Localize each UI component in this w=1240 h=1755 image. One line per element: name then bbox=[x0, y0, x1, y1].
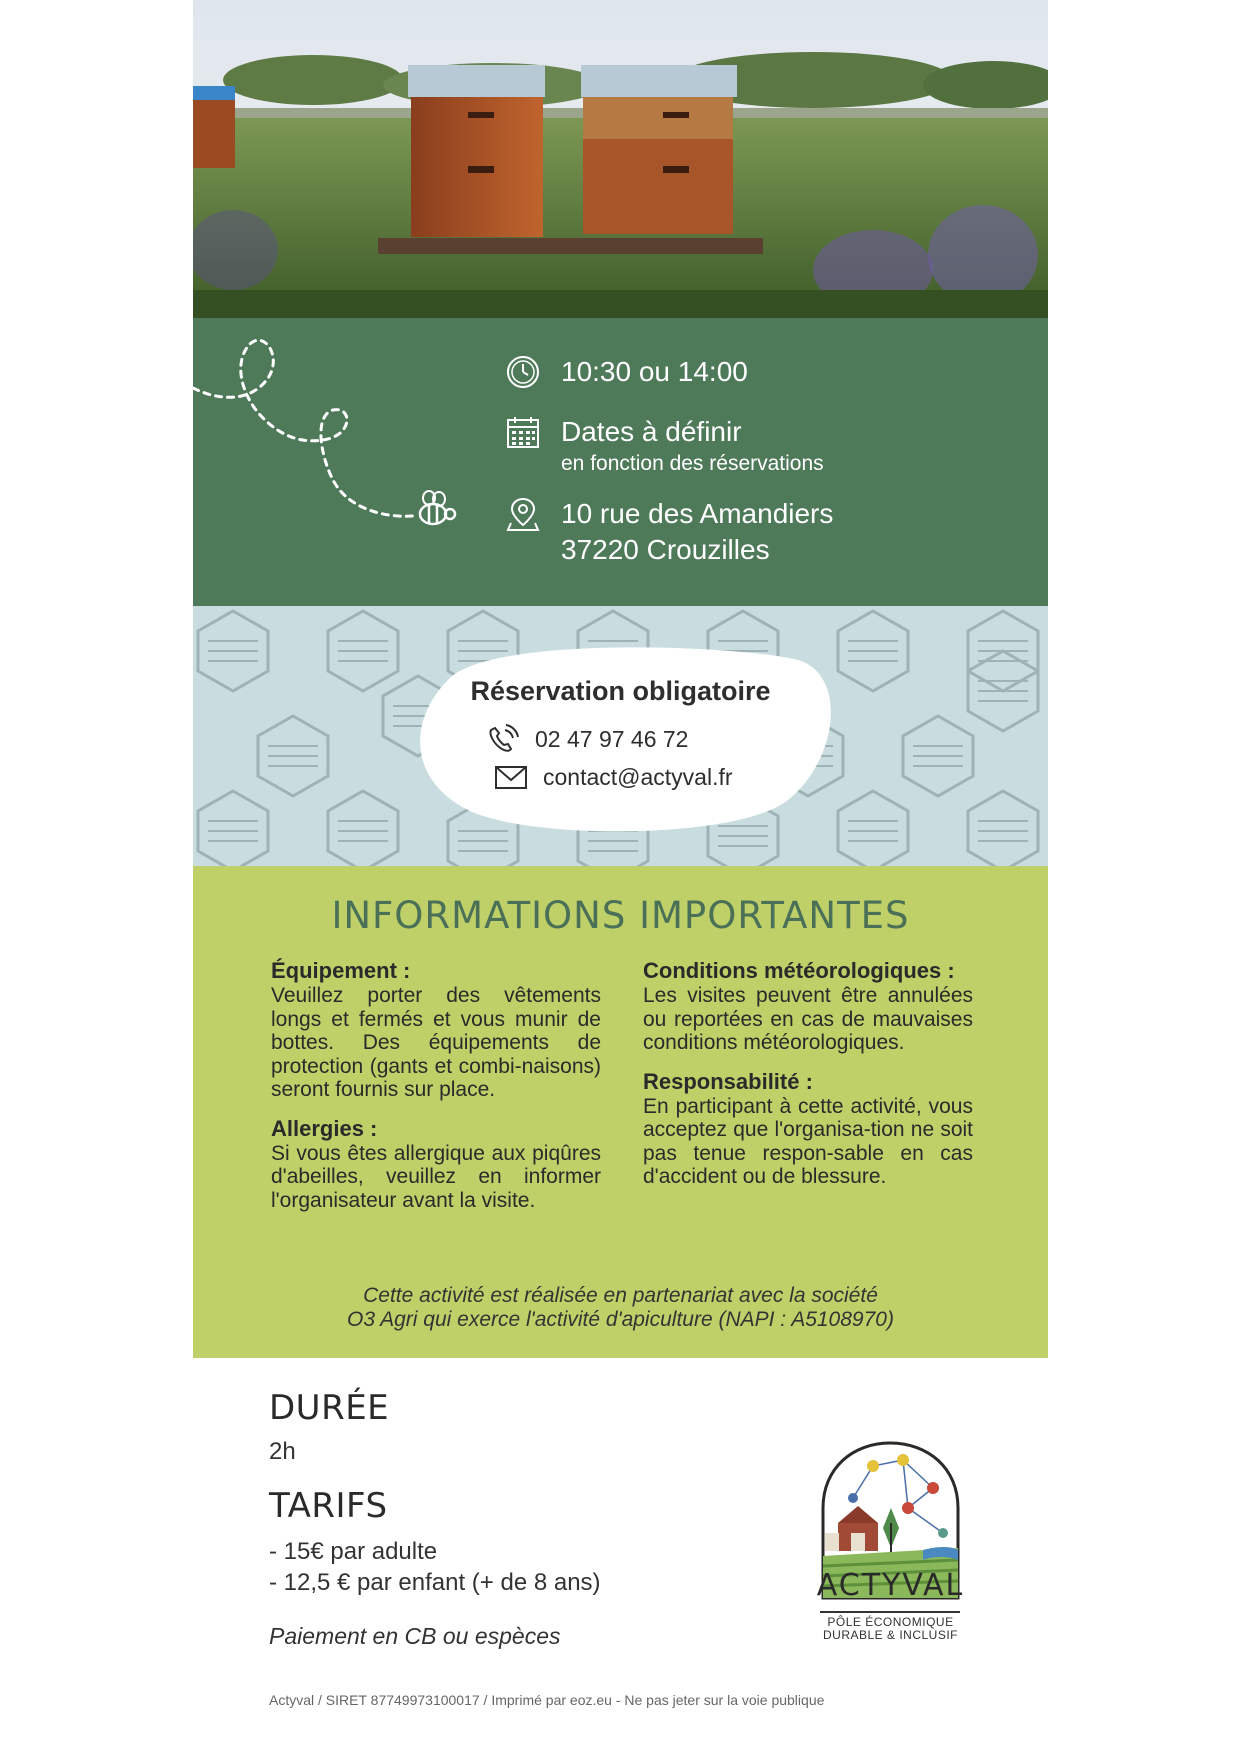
important-title: INFORMATIONS IMPORTANTES bbox=[331, 894, 910, 937]
dates-subtext: en fonction des réservations bbox=[561, 452, 824, 475]
calendar-icon bbox=[505, 414, 541, 450]
brand-tagline bbox=[783, 1616, 998, 1642]
reservation-email[interactable] bbox=[493, 762, 733, 792]
important-right-column bbox=[643, 958, 973, 1203]
payment-note: Paiement en CB ou espèces bbox=[269, 1623, 561, 1649]
address-line-2: 37220 Crouzilles bbox=[561, 534, 770, 565]
responsibility-text: En participant à cette activité, vous acceptez que l'organisa-tion ne soit pas tenue respon-sable en cas d'accident ou de blessure. bbox=[643, 1094, 973, 1188]
time-text: 10:30 ou 14:00 bbox=[561, 356, 748, 387]
responsibility-heading: Responsabilité : bbox=[643, 1068, 813, 1094]
details-section bbox=[193, 1358, 1048, 1755]
reservation-band bbox=[193, 606, 1048, 866]
envelope-icon bbox=[493, 762, 529, 792]
weather-heading: Conditions météorologiques : bbox=[643, 958, 955, 983]
beehive-photo bbox=[193, 0, 1048, 318]
time-row bbox=[505, 354, 748, 390]
address-line-1: 10 rue des Amandiers bbox=[561, 498, 834, 529]
partnership-note bbox=[193, 1284, 1048, 1332]
weather-text: Les visites peuvent être annulées ou reportées en cas de mauvaises conditions météorologiques. bbox=[643, 984, 973, 1054]
footer-text: Actyval / SIRET 87749973100017 / Imprimé par eoz.eu - Ne pas jeter sur la voie publique bbox=[269, 1692, 825, 1708]
duration-heading: DURÉE bbox=[269, 1388, 390, 1428]
address-row bbox=[505, 496, 833, 568]
reservation-phone[interactable] bbox=[485, 724, 688, 754]
partner-line-2: O3 Agri qui exerce l'activité d'apiculture (NAPI : A5108970) bbox=[347, 1308, 894, 1331]
brand-name: ACTYVAL bbox=[816, 1568, 965, 1603]
partner-line-1: Cette activité est réalisée en partenariat avec la société bbox=[363, 1284, 878, 1307]
event-info-band bbox=[193, 318, 1048, 606]
bee-icon bbox=[420, 491, 455, 524]
email-address: contact@actyval.fr bbox=[543, 763, 733, 790]
important-left-column bbox=[271, 958, 601, 1226]
phone-number: 02 47 97 46 72 bbox=[535, 725, 689, 752]
bee-flight-path bbox=[193, 318, 473, 606]
allergies-heading: Allergies : bbox=[271, 1115, 378, 1141]
brand-tagline-line-2: DURABLE & INCLUSIF bbox=[822, 1628, 959, 1642]
price-child: - 12,5 € par enfant (+ de 8 ans) bbox=[269, 1569, 601, 1596]
dates-row bbox=[505, 414, 824, 478]
brand-tagline-line-1: PÔLE ÉCONOMIQUE bbox=[827, 1615, 954, 1629]
prices-heading: TARIFS bbox=[269, 1486, 388, 1526]
important-info-band bbox=[193, 866, 1048, 1358]
equipment-heading: Équipement : bbox=[271, 958, 411, 983]
reservation-title: Réservation obligatoire bbox=[470, 676, 771, 706]
phone-icon bbox=[485, 724, 521, 754]
map-pin-icon bbox=[505, 496, 541, 532]
clock-icon bbox=[505, 354, 541, 390]
duration-value: 2h bbox=[269, 1438, 296, 1465]
brand-divider bbox=[820, 1611, 960, 1613]
dates-text: Dates à définir bbox=[561, 416, 742, 447]
allergies-text: Si vous êtes allergique aux piqûres d'abeilles, veuillez en informer l'organisateur avant la visite. bbox=[271, 1141, 601, 1212]
price-adult: - 15€ par adulte bbox=[269, 1538, 438, 1565]
equipment-text: Veuillez porter des vêtements longs et fermés et vous munir de bottes. Des équipements de protection (gants et combi-naisons) seront fournis sur place. bbox=[271, 984, 601, 1101]
